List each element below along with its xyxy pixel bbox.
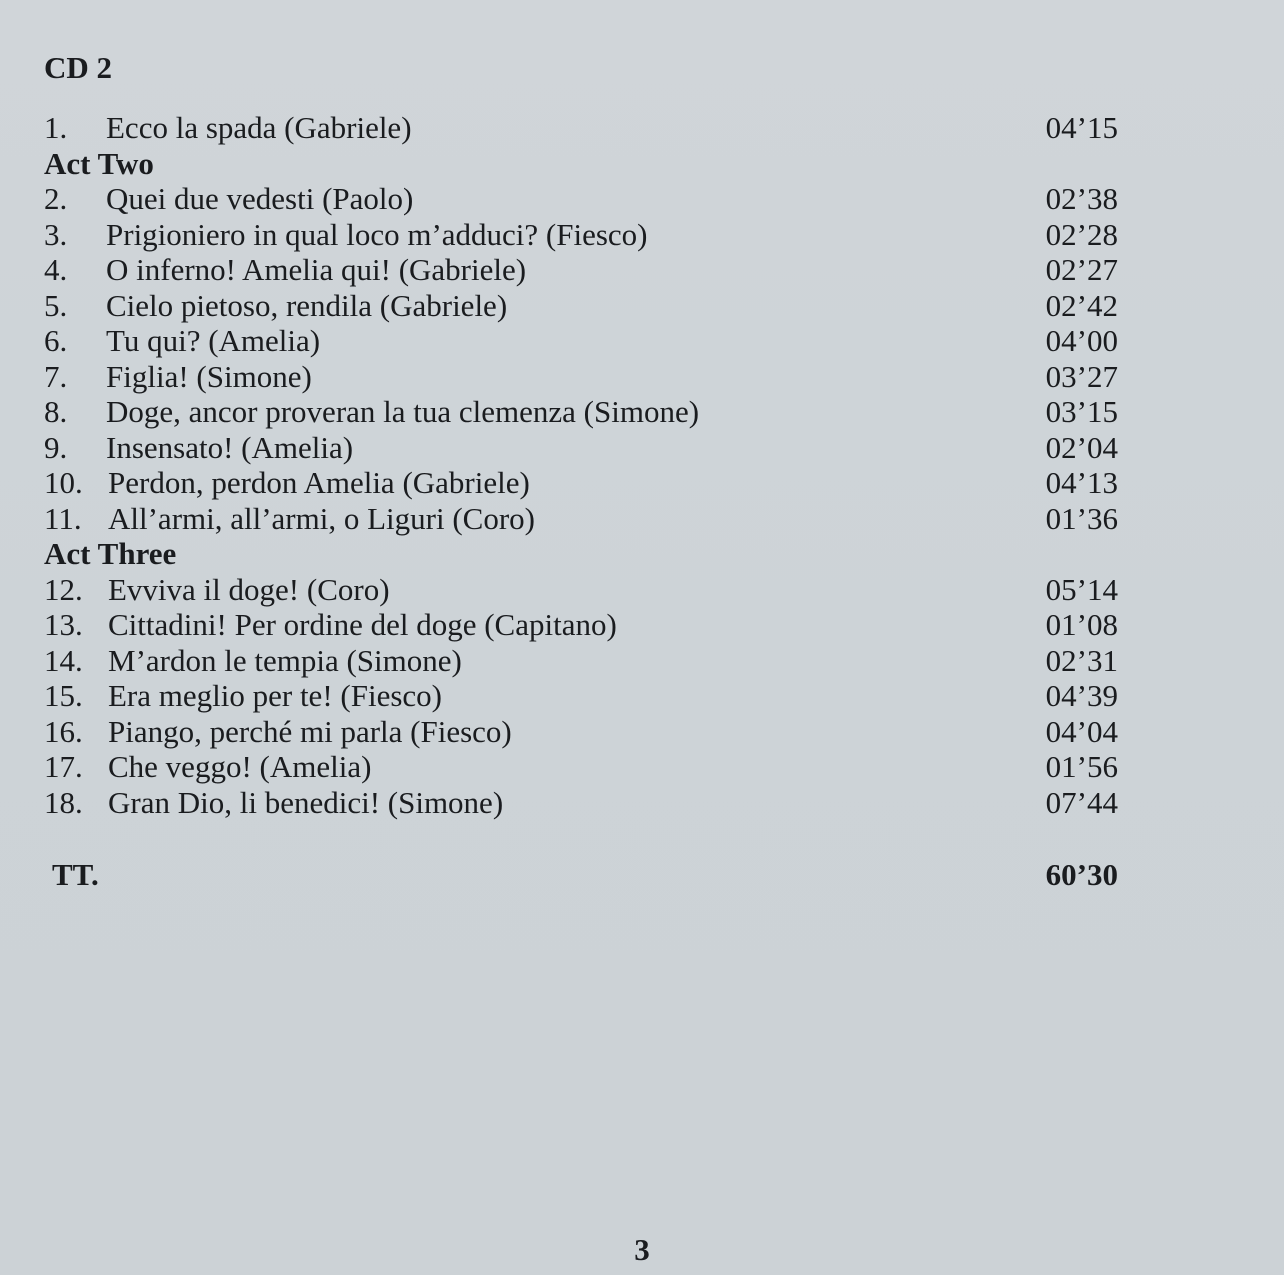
track-title: Cittadini! Per ordine del doge (Capitano) [108,607,617,642]
track-row [44,643,1118,679]
track-title: Evviva il doge! (Coro) [108,571,390,607]
track-number: 11. [44,500,82,536]
track-title: Figlia! (Simone) [106,358,312,394]
track-number: 13. [44,607,83,642]
track-duration: 04’00 [1045,323,1118,358]
track-row [44,714,1118,750]
section-heading-act-three [44,536,1118,572]
track-title: Gran Dio, li benedici! (Simone) [108,784,504,820]
track-title: Tu qui? (Amelia) [106,323,321,358]
track-row [44,110,1118,146]
track-number: 8. [44,394,68,429]
track-number: 4. [44,252,68,287]
track-number: 12. [44,571,83,607]
track-row [44,217,1118,253]
section-label: Act Two [44,145,154,181]
total-time-value: 60’30 [1045,857,1118,892]
track-duration: 02’27 [1045,252,1118,287]
track-duration: 03’15 [1045,394,1118,429]
track-title: Insensato! (Amelia) [106,429,354,465]
tracklist [44,110,1118,820]
track-duration: 01’08 [1045,607,1118,642]
track-duration: 02’42 [1045,287,1118,323]
track-row [44,501,1118,537]
track-number: 17. [44,749,83,784]
track-title: Prigioniero in qual loco m’adduci? (Fiesco) [106,216,648,252]
total-time-label: TT. [52,857,99,892]
track-title: O inferno! Amelia qui! (Gabriele) [106,252,527,287]
track-number: 14. [44,642,83,678]
track-row [44,749,1118,785]
track-duration: 02’28 [1045,216,1118,252]
track-duration: 02’04 [1045,429,1118,465]
track-row [44,323,1118,359]
track-title: Quei due vedesti (Paolo) [106,181,414,216]
track-title: Doge, ancor proveran la tua clemenza (Simone) [106,394,700,429]
track-row [44,572,1118,608]
track-number: 5. [44,287,68,323]
track-row [44,288,1118,324]
track-duration: 04’04 [1045,713,1118,749]
track-number: 10. [44,465,83,500]
track-duration: 02’38 [1045,181,1118,216]
track-row [44,394,1118,430]
track-row [44,181,1118,217]
track-row [44,430,1118,466]
page-number: 3 [634,1232,650,1267]
track-number: 2. [44,181,68,216]
track-title: Perdon, perdon Amelia (Gabriele) [108,465,530,500]
track-number: 3. [44,216,68,252]
track-row [44,465,1118,501]
track-duration: 01’36 [1045,500,1118,536]
track-duration: 07’44 [1045,784,1118,820]
track-title: All’armi, all’armi, o Liguri (Coro) [108,500,535,536]
track-title: Era meglio per te! (Fiesco) [108,678,442,713]
track-title: Che veggo! (Amelia) [108,749,372,784]
track-duration: 03’27 [1045,358,1118,394]
track-row [44,252,1118,288]
track-number: 15. [44,678,83,713]
track-duration: 05’14 [1045,571,1118,607]
total-time-row [52,855,1118,895]
track-row [44,785,1118,821]
track-duration: 04’39 [1045,678,1118,713]
track-title: M’ardon le tempia (Simone) [108,642,462,678]
track-title: Cielo pietoso, rendila (Gabriele) [106,287,508,323]
track-duration: 04’13 [1045,465,1118,500]
track-number: 16. [44,713,83,749]
track-number: 9. [44,429,68,465]
cd-heading: CD 2 [44,50,113,85]
track-number: 7. [44,358,68,394]
section-heading-act-two [44,146,1118,182]
track-duration: 01’56 [1045,749,1118,784]
track-title: Ecco la spada (Gabriele) [106,110,412,145]
track-row [44,359,1118,395]
track-duration: 02’31 [1045,642,1118,678]
track-row [44,607,1118,643]
track-number: 6. [44,323,68,358]
track-number: 18. [44,784,83,820]
track-duration: 04’15 [1045,110,1118,145]
section-label: Act Three [44,536,177,571]
track-number: 1. [44,110,68,145]
track-row [44,678,1118,714]
track-title: Piango, perché mi parla (Fiesco) [108,713,512,749]
